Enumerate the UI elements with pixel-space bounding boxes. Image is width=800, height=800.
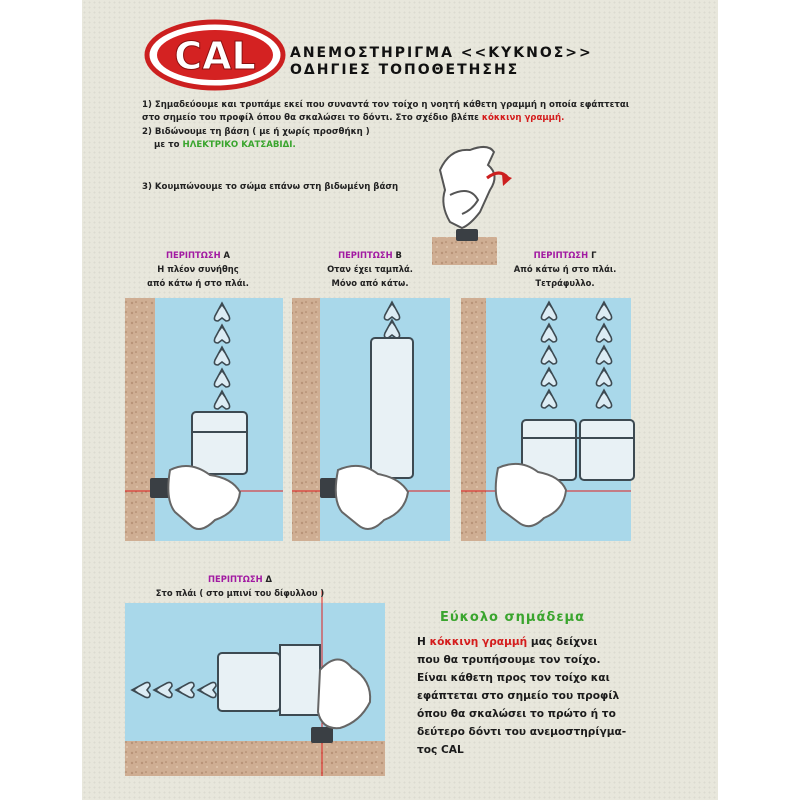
- case-a-line-2: από κάτω ή στο πλάι.: [147, 278, 249, 288]
- case-c-line-2: Τετράφυλλο.: [535, 278, 595, 288]
- case-c-heading: [485, 248, 645, 262]
- case-b-heading: [290, 248, 450, 262]
- case-a-caption: [118, 248, 278, 290]
- easy-line-1-pre: Η: [417, 636, 426, 648]
- instruction-step-2: [142, 126, 370, 152]
- step-1-line-2: [142, 112, 629, 125]
- easy-marking-line-1: [417, 633, 647, 651]
- step-2-line-1: 2) Βιδώνουμε τη βάση ( με ή χωρίς προσθήκη ): [142, 127, 370, 137]
- easy-marking-line-4: εφάπτεται στο σημείο του προφίλ: [417, 690, 620, 702]
- easy-marking-title: Εύκολο σημάδεμα: [440, 610, 586, 625]
- easy-marking-body: [417, 633, 647, 759]
- panel-case-a: [125, 298, 283, 541]
- case-d-line-1: Στο πλάι ( στο μπινί του δίφυλλου ): [155, 588, 325, 598]
- step-2-line-2: [142, 139, 370, 152]
- case-b-label: ΠΕΡΙΠΤΩΣΗ: [338, 250, 393, 260]
- page-title: [290, 45, 593, 79]
- easy-marking-line-7: τος CAL: [417, 744, 464, 756]
- case-c-label: ΠΕΡΙΠΤΩΣΗ: [533, 250, 589, 260]
- svg-text:CAL: CAL: [174, 34, 256, 78]
- case-d-caption: [120, 572, 360, 600]
- title-line-1: ΑΝΕΜΟΣΤΗΡΙΓΜΑ <<ΚΥΚΝΟΣ>>: [290, 45, 593, 61]
- easy-marking-line-2: που θα τρυπήσουμε τον τοίχο.: [417, 654, 601, 666]
- case-a-line-1: Η πλέον συνήθης: [157, 264, 239, 274]
- step-2-screwdriver-label: ΗΛΕΚΤΡΙΚΟ ΚΑΤΣΑΒΙΔΙ.: [182, 140, 296, 150]
- step-2-line-2-text: με το: [154, 140, 180, 150]
- panel-case-c: [461, 298, 634, 541]
- case-d-label: ΠΕΡΙΠΤΩΣΗ: [208, 574, 263, 584]
- step-1-red-line-label: κόκκινη γραμμή.: [481, 113, 565, 123]
- easy-line-1-post: μας δείχνει: [530, 636, 598, 648]
- instruction-step-3: 3) Κουμπώνουμε το σώμα επάνω στη βιδωμένη βάση: [142, 182, 399, 192]
- step-1-line-1: 1) Σημαδεύουμε και τρυπάμε εκεί που συναντά τον τοίχο η νοητή κάθετη γραμμή η οποία εφάπτεται: [142, 100, 630, 110]
- case-d-heading: [120, 572, 360, 586]
- title-line-2: ΟΔΗΓΙΕΣ ΤΟΠΟΘΕΤΗΣΗΣ: [290, 62, 520, 78]
- panel-case-d: [125, 590, 385, 776]
- case-a-heading: [118, 248, 278, 262]
- case-c-caption: [485, 248, 645, 290]
- case-b-line-1: Οταν έχει ταμπλά.: [327, 264, 413, 274]
- easy-marking-line-6: δεύτερο δόντι του ανεμοστηρίγμα-: [417, 726, 627, 738]
- case-b-caption: [290, 248, 450, 290]
- case-a-letter: Α: [223, 250, 230, 260]
- case-c-line-1: Από κάτω ή στο πλάι.: [513, 264, 617, 274]
- easy-marking-line-5: όπου θα σκαλώσει το πρώτο ή το: [417, 708, 616, 720]
- case-b-line-2: Μόνο από κάτω.: [331, 278, 409, 288]
- case-c-letter: Γ: [591, 250, 597, 260]
- cal-logo: [147, 22, 283, 88]
- easy-marking-line-3: Είναι κάθετη προς τον τοίχο και: [417, 672, 610, 684]
- panel-case-b: [292, 298, 450, 541]
- instruction-step-1: [142, 99, 629, 125]
- case-d-letter: Δ: [265, 574, 272, 584]
- step-1-line-2-text: στο σημείο του προφίλ όπου θα σκαλώσει το δόντι. Στο σχέδιο βλέπε: [142, 113, 479, 123]
- case-b-letter: Β: [395, 250, 402, 260]
- case-a-label: ΠΕΡΙΠΤΩΣΗ: [166, 250, 221, 260]
- easy-line-1-red: κόκκινη γραμμή: [429, 636, 528, 648]
